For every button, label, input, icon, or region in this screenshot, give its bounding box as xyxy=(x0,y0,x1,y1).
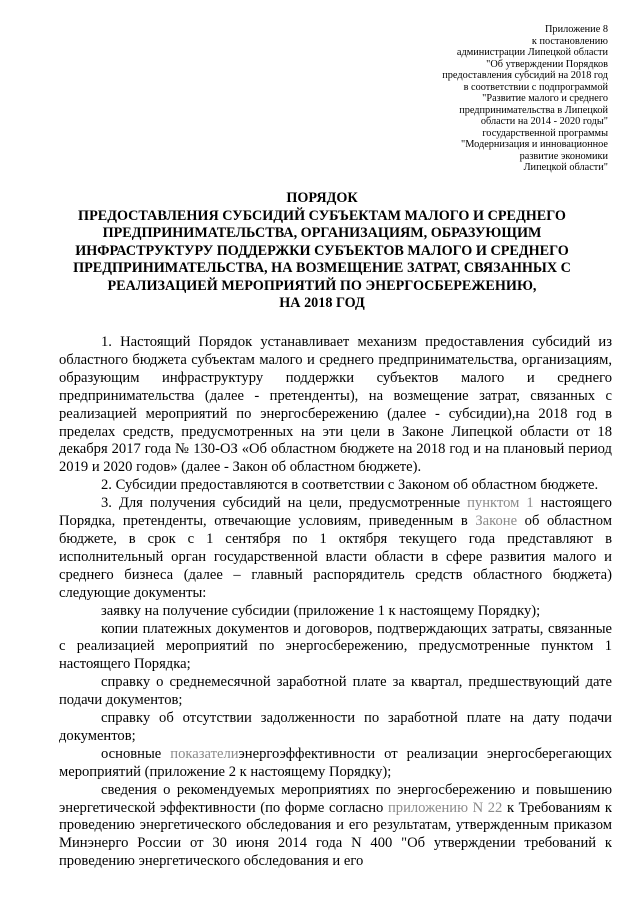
appendix-line: предоставления субсидий на 2018 год xyxy=(442,70,608,81)
title-line: РЕАЛИЗАЦИЕЙ МЕРОПРИЯТИЙ ПО ЭНЕРГОСБЕРЕЖЕНИЮ, xyxy=(107,277,537,294)
list-item-measures-text-a: сведения о рекомендуемых мероприятиях по энергосбережению и повышению энергетической эффективности (по форме согласно xyxy=(59,781,612,816)
link-point-1[interactable]: пунктом 1 xyxy=(467,495,534,512)
paragraph-3 xyxy=(59,495,612,602)
list-item-salary-certificate: справку о среднемесячной заработной плате за квартал, предшествующий дате подачи документов; xyxy=(59,674,612,709)
list-item-application: заявку на получение субсидии (приложение 1 к настоящему Порядку); xyxy=(101,602,541,619)
title-line: ПРЕДПРИНИМАТЕЛЬСТВА, НА ВОЗМЕЩЕНИЕ ЗАТРАТ, СВЯЗАННЫХ С xyxy=(73,260,571,276)
appendix-header xyxy=(388,24,608,174)
list-item-payment-copies: копии платежных документов и договоров, подтверждающих затраты, связанные с реализацией мероприятий по энергосбережению, предусмотренные пунктом 1 настоящего Порядка; xyxy=(59,620,612,673)
paragraph-2: 2. Субсидии предоставляются в соответствии с Законом об областном бюджете. xyxy=(101,477,599,494)
paragraph-3-text-c: об областном бюджете, в срок с 1 сентября по 1 октября текущего года представляют в исполнительный орган государственной власти области в сфере развития малого и среднего бизнеса (далее – главный распорядитель средств областного бюджета) следующие документы: xyxy=(59,513,612,601)
appendix-line: в соответствии с подпрограммой xyxy=(463,81,608,93)
link-indicators[interactable]: показатели xyxy=(170,745,239,762)
link-appendix-22[interactable]: приложению N 22 xyxy=(387,799,503,816)
appendix-line: "Об утверждении Порядков xyxy=(486,58,608,70)
title-line: ПРЕДОСТАВЛЕНИЯ СУБСИДИЙ СУБЪЕКТАМ МАЛОГО И СРЕДНЕГО xyxy=(78,207,566,224)
document-title xyxy=(60,190,584,313)
appendix-line: предпринимательства в Липецкой xyxy=(459,104,608,116)
appendix-line: "Модернизация и инновационное xyxy=(461,139,608,150)
appendix-line: "Развитие малого и среднего xyxy=(482,93,608,104)
paragraph-3-text-b: настоящего Порядка, претенденты, отвечающие условиям, приведенным в xyxy=(59,495,612,530)
appendix-line: области на 2014 - 2020 годы" xyxy=(480,116,608,127)
appendix-line: к постановлению xyxy=(531,35,608,47)
appendix-line: развитие экономики xyxy=(519,150,608,162)
title-line: НА 2018 ГОД xyxy=(279,295,365,311)
appendix-line: администрации Липецкой области xyxy=(456,47,608,58)
document-body xyxy=(59,334,612,871)
appendix-line: Приложение 8 xyxy=(545,24,608,35)
appendix-line: государственной программы xyxy=(482,127,608,139)
list-item-measures-text-b: к Требованиям к проведению энергетического обследования и его результатам, утвержденным приказом Минэнерго России от 30 июня 2014 года N 400 "Об утверждении требований к проведению энергетического обследования и его xyxy=(59,799,612,870)
list-item-indicators-text-a: основные xyxy=(101,745,171,762)
list-item-debt-certificate: справку об отсутствии задолженности по заработной плате на дату подачи документов; xyxy=(59,710,612,744)
appendix-line: Липецкой области" xyxy=(523,162,608,173)
title-line: ПРЕДПРИНИМАТЕЛЬСТВА, ОРГАНИЗАЦИЯМ, ОБРАЗУЮЩИМ xyxy=(102,225,542,241)
paragraph-1: 1. Настоящий Порядок устанавливает механизм предоставления субсидий из областного бюджета субъектам малого и среднего предпринимательства, организациям, образующим инфраструктуру поддержки субъектов малого и среднего предпринимательства (далее - претенденты), на возмещение затрат, связанных с реализацией мероприятий по энергосбережению (далее - субсидии),на 2018 год в пределах средств, предусмотренных на эти цели в Законе Липецкой области от 18 декабря 2017 года № 130-ОЗ «Об областном бюджете на 2018 год и на плановый период 2019 и 2020 годов» (далее - Закон об областном бюджете). xyxy=(59,334,612,476)
title-line: ИНФРАСТРУКТУРУ ПОДДЕРЖКИ СУБЪЕКТОВ МАЛОГО И СРЕДНЕГО xyxy=(75,242,569,259)
link-law[interactable]: Законе xyxy=(475,513,518,530)
list-item-indicators-text-b: энергоэффективности от реализации энергосберегающих мероприятий (приложение 2 к настоящему Порядку); xyxy=(59,745,612,780)
list-item-recommended-measures xyxy=(59,782,612,872)
title-line: ПОРЯДОК xyxy=(286,190,358,206)
list-item-indicators xyxy=(59,746,612,782)
paragraph-3-text-a: 3. Для получения субсидий на цели, предусмотренные xyxy=(101,495,468,512)
